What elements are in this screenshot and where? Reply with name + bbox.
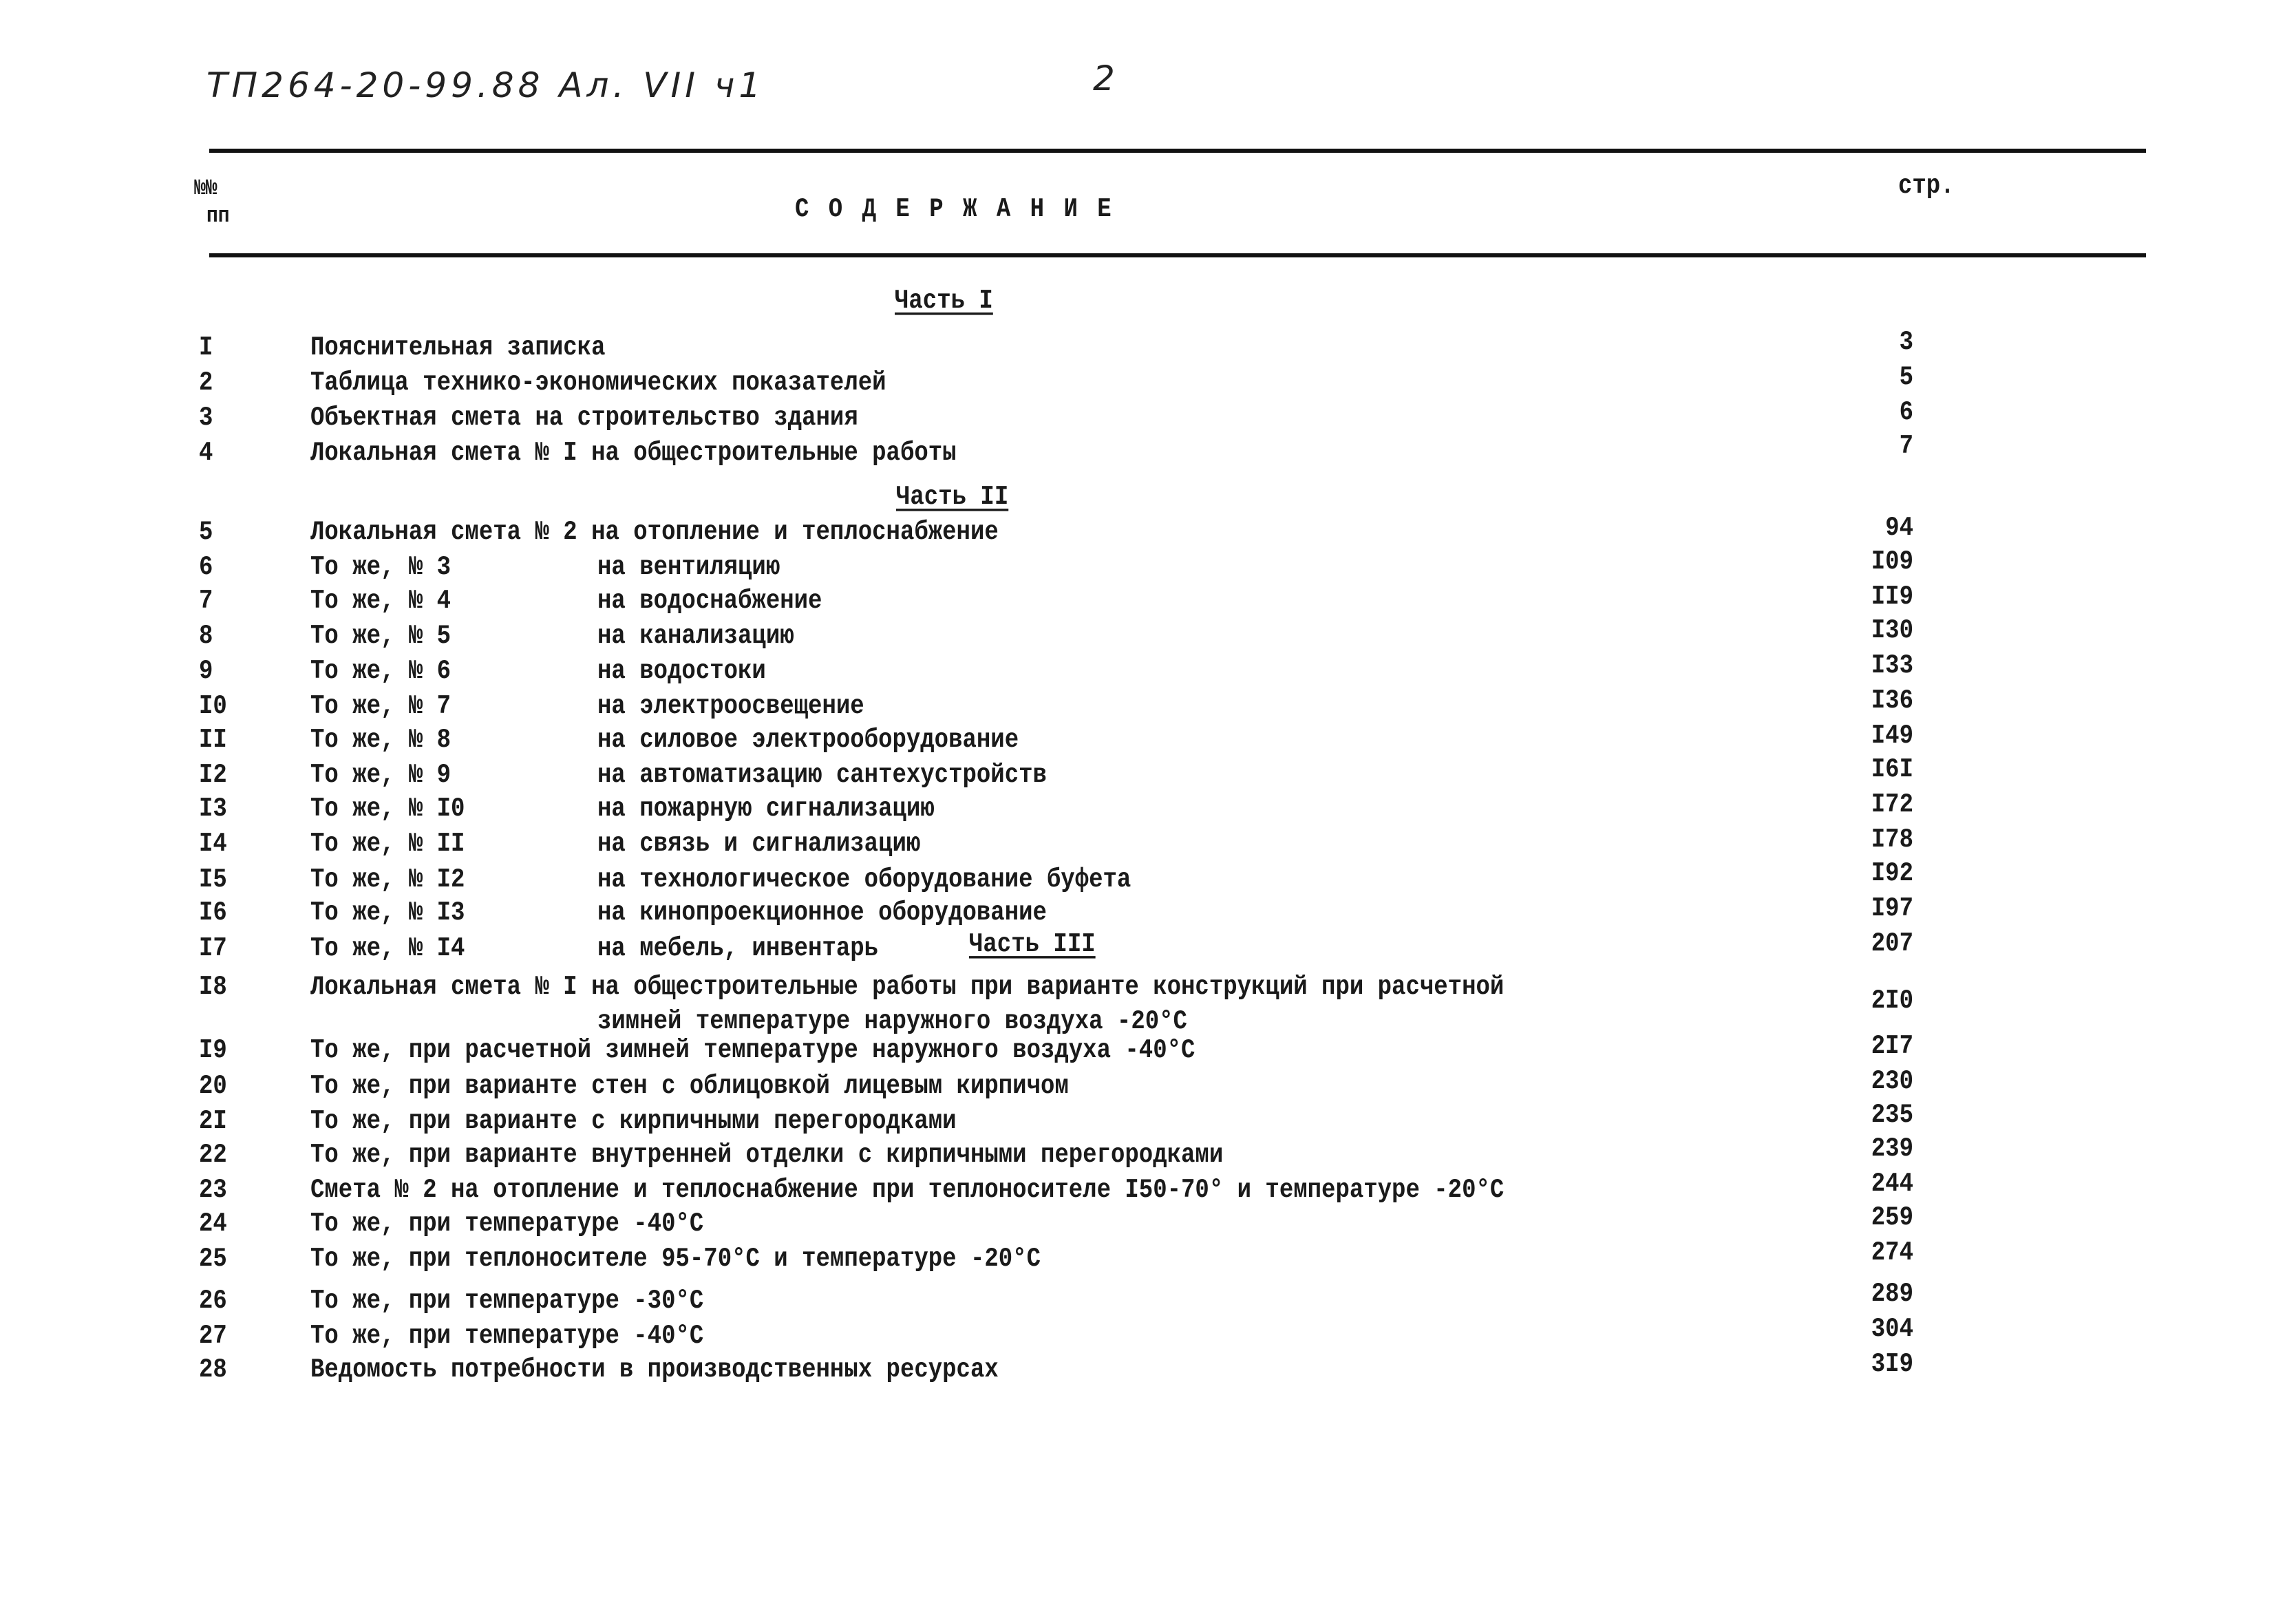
row-title: То же, № I4: [310, 934, 465, 964]
row-title: То же, № I0: [310, 794, 465, 825]
row-page: I09: [1871, 547, 1913, 577]
row-page: I97: [1871, 894, 1913, 924]
row-title: То же, № I2: [310, 865, 465, 895]
row-number: 5: [199, 518, 213, 548]
row-number: 22: [199, 1140, 227, 1171]
row-page: 6: [1899, 398, 1913, 428]
header-bottom-rule: [209, 253, 2146, 257]
row-page: I30: [1871, 616, 1913, 646]
row-title: То же, при расчетной зимней температуре наружного воздуха -40°C: [310, 1036, 1195, 1066]
row-title: То же, № 4: [310, 586, 451, 617]
row-number: 28: [199, 1355, 227, 1385]
row-title-continuation: зимней температуре наружного воздуха -20°C: [597, 1007, 1187, 1037]
row-number: 8: [199, 621, 213, 652]
row-title: Ведомость потребности в производственных ресурсах: [310, 1355, 999, 1385]
row-number: 4: [199, 438, 213, 469]
row-page: 3: [1899, 328, 1913, 358]
row-number: 3: [199, 403, 213, 434]
row-subtitle: на водостоки: [597, 657, 766, 687]
row-page: 2I0: [1871, 986, 1913, 1017]
row-page: 207: [1871, 929, 1913, 959]
row-subtitle: на вентиляцию: [597, 553, 780, 583]
row-number: I8: [199, 972, 227, 1003]
row-title: Пояснительная записка: [310, 333, 606, 363]
row-subtitle: на связь и сигнализацию: [597, 829, 921, 860]
row-title: То же, № 5: [310, 621, 451, 652]
row-title: То же, при варианте с кирпичными перегородками: [310, 1107, 957, 1137]
document-code: ТП264-20-99.88 Ал. VII ч1: [206, 65, 765, 105]
row-page: 3I9: [1871, 1350, 1913, 1380]
top-rule: [209, 149, 2146, 153]
row-subtitle: на кинопроекционное оборудование: [597, 898, 1047, 928]
row-title: То же, № 3: [310, 553, 451, 583]
row-title: То же, № 6: [310, 657, 451, 687]
row-number: I9: [199, 1036, 227, 1066]
row-subtitle: на канализацию: [597, 621, 794, 652]
part-3-heading: Часть III: [969, 930, 1096, 960]
row-number: 9: [199, 657, 213, 687]
row-page: II9: [1871, 582, 1913, 613]
row-title: То же, № II: [310, 829, 465, 860]
row-number: 6: [199, 553, 213, 583]
row-title: Смета № 2 на отопление и теплоснабжение при теплоносителе I50-70° и температуре -20°C: [310, 1176, 1505, 1206]
row-page: 259: [1871, 1203, 1913, 1233]
row-page: I49: [1871, 721, 1913, 752]
row-number: I4: [199, 829, 227, 860]
row-page: 235: [1871, 1101, 1913, 1131]
row-number: 23: [199, 1176, 227, 1206]
row-title: То же, № I3: [310, 898, 465, 928]
row-number: I6: [199, 898, 227, 928]
part-1-heading: Часть I: [895, 286, 993, 317]
row-subtitle: на автоматизацию сантехустройств: [597, 761, 1047, 791]
row-title: Объектная смета на строительство здания: [310, 403, 858, 434]
row-number: I: [199, 333, 213, 363]
row-subtitle: на водоснабжение: [597, 586, 822, 617]
row-title: То же, при варианте стен с облицовкой лицевым кирпичом: [310, 1072, 1069, 1102]
row-subtitle: на пожарную сигнализацию: [597, 794, 935, 825]
row-title: То же, № 8: [310, 725, 451, 756]
row-title: То же, при варианте внутренней отделки с кирпичными перегородками: [310, 1140, 1224, 1171]
row-subtitle: на силовое электрооборудование: [597, 725, 1019, 756]
row-title: То же, при теплоносителе 95-70°C и температуре -20°C: [310, 1244, 1041, 1275]
row-page: I72: [1871, 790, 1913, 820]
part-2-heading: Часть II: [896, 482, 1009, 513]
num-column-header: №№: [194, 176, 217, 202]
row-title: Таблица технико-экономических показателей: [310, 368, 886, 398]
sheet-number: 2: [1093, 59, 1119, 98]
row-subtitle: на технологическое оборудование буфета: [597, 865, 1131, 895]
num-column-header-2: пп: [206, 204, 230, 229]
row-title: То же, № 9: [310, 761, 451, 791]
row-title: То же, при температуре -30°C: [310, 1286, 704, 1317]
row-number: I5: [199, 865, 227, 895]
row-number: I0: [199, 692, 227, 722]
row-number: 24: [199, 1209, 227, 1240]
row-number: I2: [199, 761, 227, 791]
row-page: 289: [1871, 1279, 1913, 1310]
row-page: I78: [1871, 825, 1913, 855]
row-number: I3: [199, 794, 227, 825]
row-page: 94: [1885, 513, 1913, 544]
row-number: II: [199, 725, 227, 756]
row-number: 20: [199, 1072, 227, 1102]
row-title: То же, при температуре -40°C: [310, 1209, 704, 1240]
row-number: 27: [199, 1321, 227, 1352]
row-title: То же, № 7: [310, 692, 451, 722]
row-page: I6I: [1871, 755, 1913, 785]
row-page: I33: [1871, 651, 1913, 681]
row-page: 230: [1871, 1067, 1913, 1097]
row-page: 5: [1899, 363, 1913, 393]
row-number: 2: [199, 368, 213, 398]
row-page: I36: [1871, 686, 1913, 716]
row-title: Локальная смета № I на общестроительные работы при варианте конструкций при расчетной: [310, 972, 1505, 1003]
row-page: 239: [1871, 1134, 1913, 1165]
row-number: I7: [199, 934, 227, 964]
row-number: 25: [199, 1244, 227, 1275]
row-number: 7: [199, 586, 213, 617]
page-column-header: стр.: [1898, 171, 1955, 202]
row-page: 7: [1899, 432, 1913, 462]
row-page: 274: [1871, 1238, 1913, 1268]
contents-title: С О Д Е Р Ж А Н И Е: [795, 195, 1114, 225]
row-page: 304: [1871, 1315, 1913, 1345]
row-page: 2I7: [1871, 1032, 1913, 1062]
row-subtitle: на мебель, инвентарь: [597, 934, 879, 964]
row-title: Локальная смета № 2 на отопление и теплоснабжение: [310, 518, 999, 548]
row-title: Локальная смета № I на общестроительные работы: [310, 438, 957, 469]
row-number: 26: [199, 1286, 227, 1317]
row-title: То же, при температуре -40°C: [310, 1321, 704, 1352]
row-page: 244: [1871, 1169, 1913, 1200]
row-subtitle: на электроосвещение: [597, 692, 864, 722]
row-page: I92: [1871, 859, 1913, 889]
row-number: 2I: [199, 1107, 227, 1137]
